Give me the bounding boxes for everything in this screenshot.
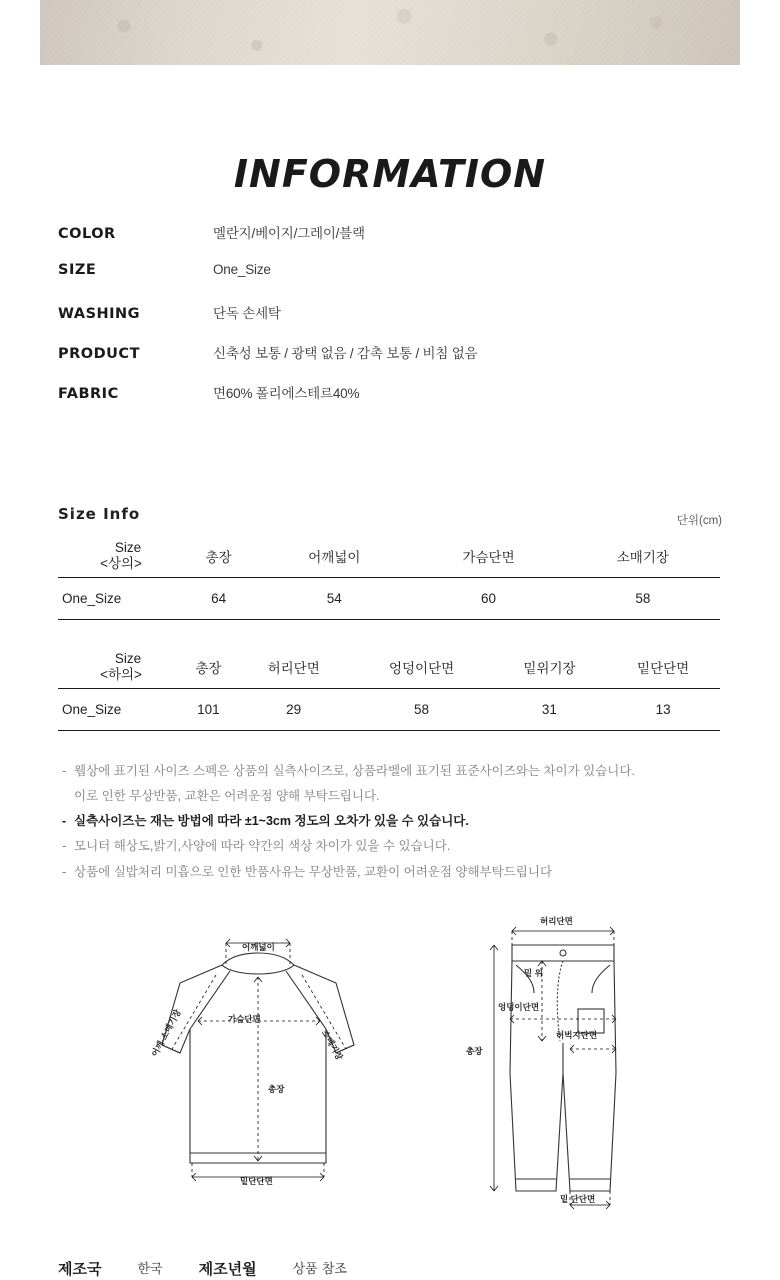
table-cell: 58 [351, 688, 493, 730]
row-label: One_Size [58, 577, 180, 619]
table-corner-cell [58, 535, 180, 577]
manufacture-country-label: 제조국 [58, 1260, 102, 1278]
column-header: 총장 [180, 535, 257, 577]
manufacture-date-value: 상품 참조 [292, 1262, 347, 1277]
notes-list [62, 765, 742, 891]
note-dash: - [62, 864, 67, 879]
label-shoulder-width: 어깨넓이 [242, 942, 275, 952]
spec-value: One_Size [213, 262, 271, 277]
column-header: 소매기장 [566, 535, 720, 577]
bottom-garment-diagram [480, 923, 650, 1213]
table-row [58, 688, 720, 730]
spec-key: WASHING [58, 306, 141, 322]
photo-texture [40, 0, 740, 65]
label-hem-width: 밑단단면 [240, 1176, 273, 1186]
manufacture-date-label: 제조년월 [198, 1260, 257, 1278]
note-text: 모니터 해상도,밝기,사양에 따라 약간의 색상 차이가 있을 수 있습니다. [74, 839, 451, 854]
label-total-length: 총장 [268, 1084, 285, 1094]
spec-value: 면60% 폴리에스테르40% [213, 386, 360, 401]
size-diagrams [0, 905, 780, 1215]
note-item [62, 840, 742, 853]
spec-key: FABRIC [58, 386, 119, 402]
column-header: 엉덩이단면 [351, 646, 493, 688]
corner-line-2: <상의> [100, 555, 142, 571]
manufacture-row [58, 1258, 738, 1279]
spec-list [58, 222, 718, 422]
table-cell: 101 [180, 688, 237, 730]
page-title: INFORMATION [233, 152, 547, 196]
corner-line-2: <하의> [100, 666, 142, 682]
size-info-heading: Size Info [58, 505, 141, 523]
label-pants-hem-width: 밑 단단면 [560, 1194, 596, 1204]
table-cell: 29 [237, 688, 351, 730]
spec-row [58, 302, 718, 342]
row-label: One_Size [58, 688, 180, 730]
label-hip-width: 엉덩이단면 [498, 1002, 540, 1012]
spec-value: 단독 손세탁 [213, 306, 281, 321]
size-table-bottom [58, 646, 720, 731]
size-table-top [58, 535, 720, 620]
note-item [62, 815, 742, 828]
column-header: 허리단면 [237, 646, 351, 688]
column-header: 총장 [180, 646, 237, 688]
spec-row [58, 222, 718, 262]
product-photo-strip [40, 0, 740, 65]
label-pants-total-length: 총장 [466, 1046, 483, 1056]
label-waist-width: 허리단면 [540, 916, 573, 926]
label-sleeve-length: 소매기장 [319, 1028, 345, 1062]
label-shoulder-to-sleeve: 어깨-소매기장 [149, 1007, 183, 1059]
table-row [58, 577, 720, 619]
note-dash: - [62, 839, 67, 854]
note-dash: - [62, 814, 67, 829]
note-item [62, 790, 742, 803]
note-text: 이로 인한 무상반품, 교환은 어려운점 양해 부탁드립니다. [74, 789, 380, 804]
column-header: 밑위기장 [493, 646, 607, 688]
spec-key: COLOR [58, 226, 116, 242]
label-thigh-width: 허벅지단면 [556, 1030, 598, 1040]
note-text: 상품에 실밥처리 미흡으로 인한 반품사유는 무상반품, 교환이 어려운점 양해부탁드립니다 [74, 864, 553, 879]
note-text: 실측사이즈는 재는 방법에 따라 ±1~3cm 정도의 오차가 있을 수 있습니다. [74, 814, 469, 829]
column-header: 가슴단면 [411, 535, 565, 577]
column-header: 밑단단면 [606, 646, 720, 688]
table-header-row [58, 535, 720, 577]
table-cell: 54 [257, 577, 411, 619]
spec-value: 멜란지/베이지/그레이/블랙 [213, 226, 365, 241]
top-garment-diagram [130, 925, 390, 1215]
corner-line-1: Size [114, 651, 142, 667]
table-cell: 13 [606, 688, 720, 730]
table-cell: 58 [566, 577, 720, 619]
spec-row [58, 382, 718, 422]
table-cell: 31 [493, 688, 607, 730]
corner-line-1: Size [114, 540, 142, 556]
label-rise: 밑 위 [524, 968, 543, 978]
spec-row [58, 342, 718, 382]
table-cell: 64 [180, 577, 257, 619]
spec-key: SIZE [58, 262, 97, 278]
spec-key: PRODUCT [58, 346, 140, 362]
manufacture-country-value: 한국 [137, 1262, 163, 1277]
table-cell: 60 [411, 577, 565, 619]
note-text: 웹상에 표기된 사이즈 스펙은 상품의 실측사이즈로, 상품라벨에 표기된 표준사이즈와는 차이가 있습니다. [74, 764, 635, 778]
column-header: 어깨넓이 [257, 535, 411, 577]
label-chest-width: 가슴단면 [228, 1014, 261, 1024]
spec-value: 신축성 보통 / 광택 없음 / 감촉 보통 / 비침 없음 [213, 346, 478, 361]
spec-row [58, 262, 718, 302]
unit-note: 단위(cm) [676, 515, 722, 527]
note-dash: - [62, 764, 67, 778]
table-corner-cell [58, 646, 180, 688]
note-item [62, 866, 742, 879]
note-item [62, 765, 742, 778]
table-header-row [58, 646, 720, 688]
